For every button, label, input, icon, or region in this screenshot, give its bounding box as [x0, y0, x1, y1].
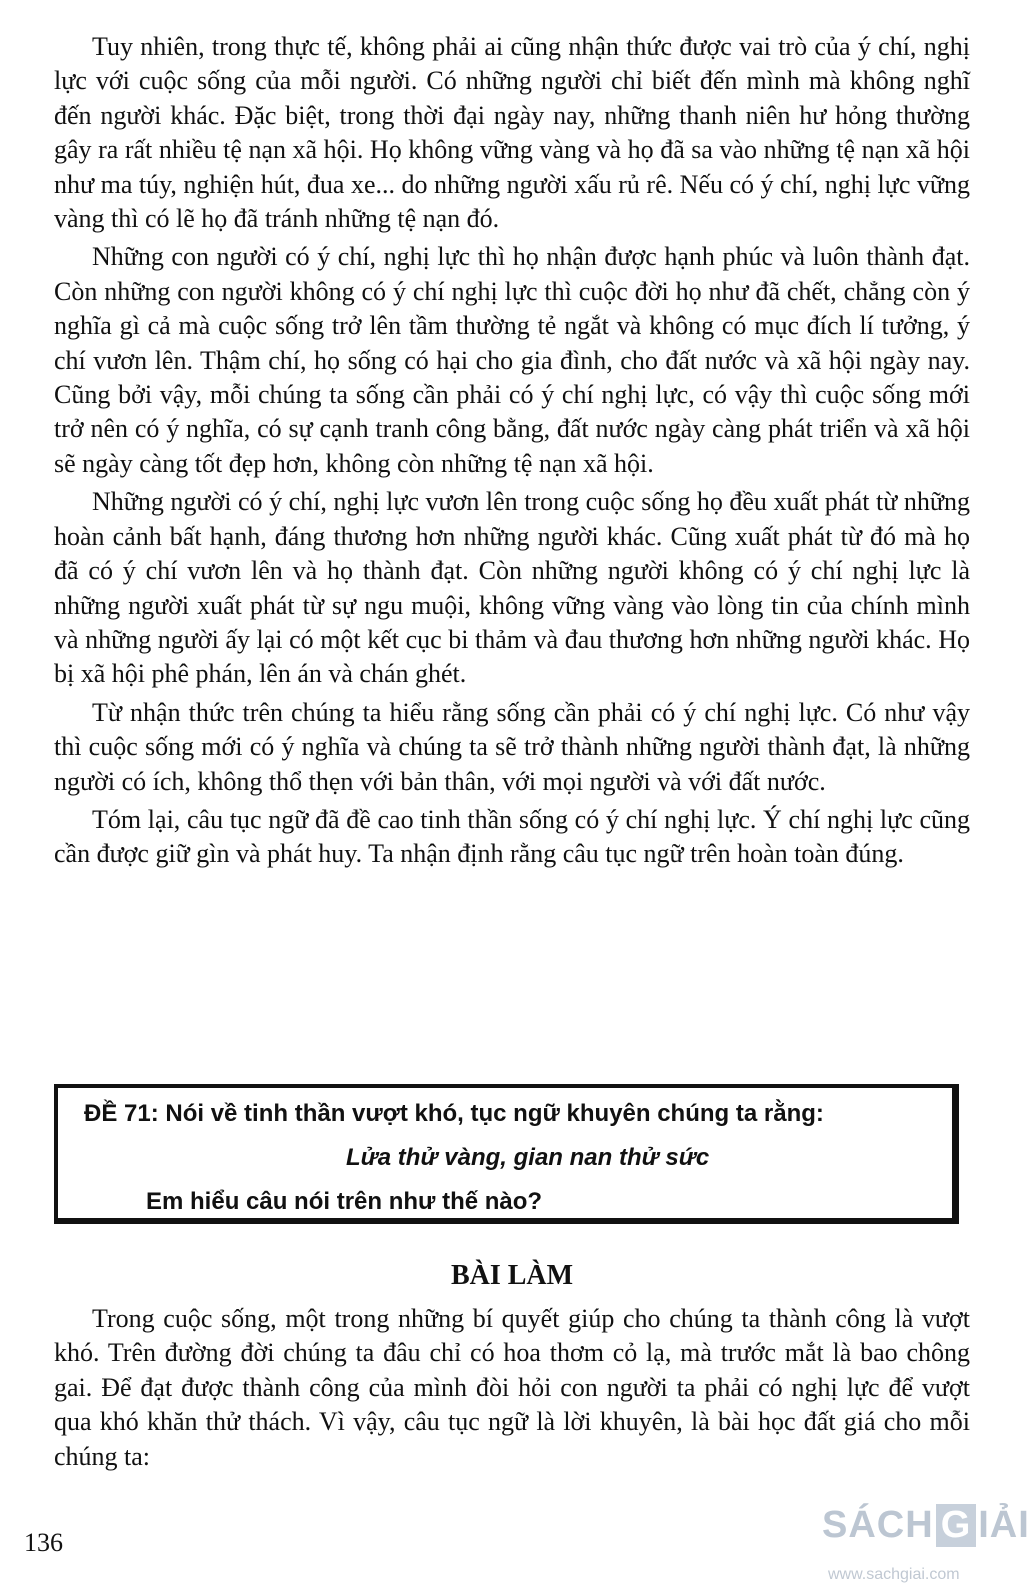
- exercise-proverb: Lửa thử vàng, gian nan thử sức: [346, 1144, 710, 1171]
- watermark-logo-left: SÁCH: [822, 1504, 934, 1546]
- exercise-question: Em hiểu câu nói trên như thế nào?: [146, 1188, 543, 1215]
- exercise-heading: ĐỀ 71: Nói về tinh thần vượt khó, tục ngữ khuyên chúng ta rằng:: [84, 1100, 824, 1127]
- paragraph: Trong cuộc sống, một trong những bí quyết giúp cho chúng ta thành công là vượt khó. Trên đường đời chúng ta đâu chỉ có hoa thơm cỏ lạ, mà trước mắt là bao chông gai. Để đạt được thành công của mình đòi hỏi con người ta phải có nghị lực để vượt qua khó khăn thử thách. Vì vậy, câu tục ngữ là lời khuyên, là bài học đất giá cho mỗi chúng ta:: [54, 1304, 970, 1471]
- page-number: 136: [24, 1528, 63, 1557]
- watermark-logo-right: IẢI: [978, 1504, 1030, 1546]
- section-title: BÀI LÀM: [450, 1260, 574, 1291]
- essay-body-bottom: [54, 1302, 970, 1478]
- paragraph: Tuy nhiên, trong thực tế, không phải ai cũng nhận thức được vai trò của ý chí, nghị lực với cuộc sống của mỗi người. Có những người chỉ biết đến mình mà không nghĩ đến người khác. Đặc biệt, trong thời đại ngày nay, những thanh niên hư hỏng thường gây ra rất nhiều tệ nạn xã hội. Họ không vững vàng và họ đã sa vào những tệ nạn xã hội như ma túy, nghiện hút, đua xe... do những người xấu rủ rê. Nếu có ý chí, nghị lực vững vàng thì có lẽ họ đã tránh những tệ nạn đó.: [54, 32, 970, 234]
- watermark-logo-text: [822, 1504, 1030, 1547]
- essay-body-top: [54, 30, 970, 876]
- watermark-logo: [822, 1486, 1030, 1594]
- paragraph: Những người có ý chí, nghị lực vươn lên trong cuộc sống họ đều xuất phát từ những hoàn cảnh bất hạnh, đáng thương hơn những người khác. Cũng xuất phát từ đó mà họ đã có ý chí vươn lên và họ thành đạt. Còn những người không có ý chí nghị lực là những người xuất phát từ sự ngu muội, không vững vàng vào lòng tin của chính mình và những người ấy lại có một kết cục bi thảm và đau thương hơn những người khác. Họ bị xã hội phê phán, lên án và chán ghét.: [54, 487, 970, 689]
- paragraph: Những con người có ý chí, nghị lực thì họ nhận được hạnh phúc và luôn thành đạt. Còn những con người không có ý chí nghị lực thì cuộc đời họ như đã chết, chẳng còn ý nghĩa gì cả mà cuộc sống trở lên tầm thường tẻ ngắt và không có mục đích lí tưởng, ý chí vươn lên. Thậm chí, họ sống có hại cho gia đình, cho đất nước và xã hội ngày nay. Cũng bởi vậy, mỗi chúng ta sống cần phải có ý chí nghị lực, có vậy thì cuộc sống mới trở nên có ý nghĩa, có sự cạnh tranh công bằng, đất nước ngày càng phát triển và xã hội sẽ ngày càng tốt đẹp hơn, không còn những tệ nạn xã hội.: [54, 242, 970, 478]
- paragraph: Tóm lại, câu tục ngữ đã đề cao tinh thần sống có ý chí nghị lực. Ý chí nghị lực cũng cần được giữ gìn và phát huy. Ta nhận định rằng câu tục ngữ trên hoàn toàn đúng.: [54, 804, 970, 869]
- watermark-url: www.sachgiai.com: [828, 1566, 960, 1583]
- paragraph: Từ nhận thức trên chúng ta hiểu rằng sống cần phải có ý chí nghị lực. Có như vậy thì cuộc sống mới có ý nghĩa và chúng ta sẽ trở thành những người thành đạt, là những người có ích, không thổ thẹn với bản thân, với mọi người và với đất nước.: [54, 697, 970, 796]
- exercise-box: [54, 1084, 959, 1224]
- watermark-logo-box: G: [936, 1504, 977, 1547]
